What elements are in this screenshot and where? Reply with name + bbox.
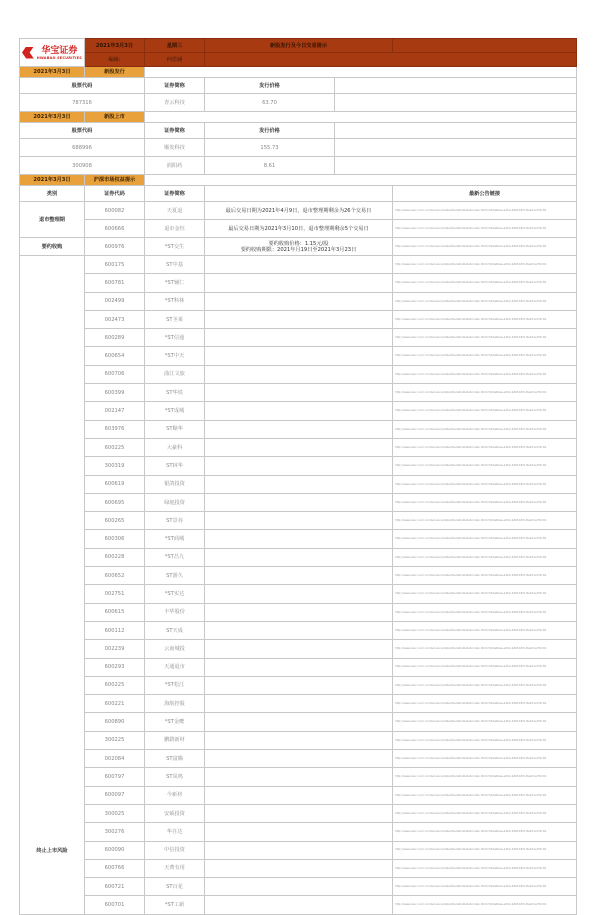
stock-name: 丰华股份 — [145, 603, 205, 621]
stock-name: *ST昌九 — [145, 548, 205, 566]
table-row — [20, 202, 577, 220]
issue-price: 8.61 — [205, 157, 335, 175]
announcement-link[interactable]: http://www.szsc.com.cn/disclosure/listed/bulletinDetail/index.html?d44a0baa-a3b4-4d6f-b5f1-8e2d1a7f4c91 — [393, 859, 577, 877]
announcement-link[interactable]: http://www.szsc.com.cn/disclosure/listed/bulletinDetail/index.html?d44a0baa-a3b4-4d6f-b5f1-8e2d1a7f4c91 — [393, 274, 577, 292]
announcement-link[interactable]: http://www.szsc.com.cn/disclosure/listed/bulletinDetail/index.html?d44a0baa-a3b4-4d6f-b5f1-8e2d1a7f4c91 — [393, 457, 577, 475]
stock-code: 600666 — [85, 220, 145, 238]
stock-name: *ST松江 — [145, 676, 205, 694]
table-row — [20, 256, 577, 274]
table-row — [20, 841, 577, 859]
stock-code: 600701 — [85, 896, 145, 914]
announcement-link[interactable]: http://www.szsc.com.cn/disclosure/listed/bulletinDetail/index.html?d44a0baa-a3b4-4d6f-b5f1-8e2d1a7f4c91 — [393, 365, 577, 383]
announcement-link[interactable]: http://www.szsc.com.cn/disclosure/listed/bulletinDetail/index.html?d44a0baa-a3b4-4d6f-b5f1-8e2d1a7f4c91 — [393, 493, 577, 511]
table-row — [20, 220, 577, 238]
stock-name: *ST成城 — [145, 402, 205, 420]
table-row — [20, 347, 577, 365]
stock-code: 600890 — [85, 713, 145, 731]
table-row — [20, 896, 577, 914]
stock-name: *ST金鹰 — [145, 713, 205, 731]
table-row — [20, 603, 577, 621]
stock-code: 600652 — [85, 567, 145, 585]
stock-name: 润阳药 — [145, 157, 205, 175]
brand-mark-icon — [22, 47, 34, 59]
col-header: 股票代码 — [20, 123, 145, 139]
table-row — [20, 621, 577, 639]
announcement-link[interactable]: http://www.szsc.com.cn/disclosure/listed/bulletinDetail/index.html?d44a0baa-a3b4-4d6f-b5f1-8e2d1a7f4c91 — [393, 202, 577, 220]
stock-code: 600265 — [85, 512, 145, 530]
logo-cell — [20, 39, 85, 67]
announcement-link[interactable]: http://www.szsc.com.cn/disclosure/listed/bulletinDetail/index.html?d44a0baa-a3b4-4d6f-b5f1-8e2d1a7f4c91 — [393, 310, 577, 328]
stock-code: 600175 — [85, 256, 145, 274]
table-row — [20, 731, 577, 749]
stock-name: *ST交生 — [145, 238, 205, 256]
stock-code: 600090 — [85, 841, 145, 859]
table-row — [20, 585, 577, 603]
brand-name-en: HWABAO SECURITIES — [36, 55, 82, 60]
stock-name: 顺发科技 — [145, 139, 205, 157]
stock-name: 曲江文旅 — [145, 365, 205, 383]
stock-code: 600097 — [85, 786, 145, 804]
stock-name: 海航控股 — [145, 695, 205, 713]
table-row — [20, 548, 577, 566]
announcement-link[interactable]: http://www.szsc.com.cn/disclosure/listed/bulletinDetail/index.html?d44a0baa-a3b4-4d6f-b5f1-8e2d1a7f4c91 — [393, 878, 577, 896]
stock-code: 600654 — [85, 347, 145, 365]
main-table — [19, 38, 577, 915]
stock-code: 600766 — [85, 859, 145, 877]
table-row — [20, 329, 577, 347]
table-row — [20, 786, 577, 804]
stock-code: 300908 — [20, 157, 145, 175]
announcement-link[interactable]: http://www.szsc.com.cn/disclosure/listed/bulletinDetail/index.html?d44a0baa-a3b4-4d6f-b5f1-8e2d1a7f4c91 — [393, 823, 577, 841]
stock-code: 002499 — [85, 292, 145, 310]
table-row — [20, 859, 577, 877]
stock-code: 600721 — [85, 878, 145, 896]
ipo-issue-header — [20, 78, 577, 94]
table-row — [20, 658, 577, 676]
table-row — [20, 695, 577, 713]
stock-code: 002147 — [85, 402, 145, 420]
stock-code: 600289 — [85, 329, 145, 347]
table-row — [20, 804, 577, 822]
table-row — [20, 530, 577, 548]
stock-code: 002473 — [85, 310, 145, 328]
stock-name: *ST辅仁 — [145, 274, 205, 292]
brand-name: 华宝证券 — [41, 45, 78, 56]
issue-price: 155.73 — [205, 139, 335, 157]
announcement-link[interactable]: http://www.szsc.com.cn/disclosure/listed/bulletinDetail/index.html?d44a0baa-a3b4-4d6f-b5f1-8e2d1a7f4c91 — [393, 548, 577, 566]
col-header — [205, 186, 393, 202]
stock-name: 退市金钰 — [145, 220, 205, 238]
stock-code: 300225 — [85, 731, 145, 749]
header-date: 2021年3月3日 — [85, 39, 145, 53]
stock-code: 600221 — [85, 695, 145, 713]
announcement-link[interactable]: http://www.szsc.com.cn/disclosure/listed/bulletinDetail/index.html?d44a0baa-a3b4-4d6f-b5f1-8e2d1a7f4c91 — [393, 220, 577, 238]
section-label: 新股发行 — [85, 67, 145, 78]
stock-name: 云南城投 — [145, 640, 205, 658]
table-row — [20, 768, 577, 786]
page — [19, 0, 576, 915]
table-row — [20, 384, 577, 402]
section-date: 2021年3月3日 — [20, 67, 85, 78]
announcement-link[interactable]: http://www.szsc.com.cn/disclosure/listed/bulletinDetail/index.html?d44a0baa-a3b4-4d6f-b5f1-8e2d1a7f4c91 — [393, 238, 577, 256]
table-row — [20, 567, 577, 585]
tender-period: 要约收购期限：2021年月19日至2021年3月23日 — [240, 246, 357, 253]
col-header: 最新公告链接 — [393, 186, 577, 202]
table-row — [20, 676, 577, 694]
col-header: 证券简称 — [145, 78, 205, 94]
announcement-link[interactable]: http://www.szsc.com.cn/disclosure/listed/bulletinDetail/index.html?d44a0baa-a3b4-4d6f-b5f1-8e2d1a7f4c91 — [393, 695, 577, 713]
ipo-listing-header — [20, 123, 577, 139]
announcement-link[interactable]: http://www.szsc.com.cn/disclosure/listed/bulletinDetail/index.html?d44a0baa-a3b4-4d6f-b5f1-8e2d1a7f4c91 — [393, 804, 577, 822]
risk-rows — [20, 256, 577, 915]
stock-name: 天费有用 — [145, 859, 205, 877]
stock-code: 600976 — [85, 238, 145, 256]
category-delist: 退市整理期 — [20, 202, 85, 238]
announcement-link[interactable]: http://www.szsc.com.cn/disclosure/listed/bulletinDetail/index.html?d44a0baa-a3b4-4d6f-b5f1-8e2d1a7f4c91 — [393, 475, 577, 493]
announcement-link[interactable]: http://www.szsc.com.cn/disclosure/listed/bulletinDetail/index.html?d44a0baa-a3b4-4d6f-b5f1-8e2d1a7f4c91 — [393, 329, 577, 347]
stock-name: 安硕投资 — [145, 804, 205, 822]
table-row — [20, 157, 577, 175]
stock-name: 鹏鹞新材 — [145, 731, 205, 749]
header-editor-label: 编辑: — [85, 53, 145, 67]
table-row — [20, 420, 577, 438]
announcement-link[interactable]: http://www.szsc.com.cn/disclosure/listed/bulletinDetail/index.html?d44a0baa-a3b4-4d6f-b5f1-8e2d1a7f4c91 — [393, 731, 577, 749]
stock-name: 华自达 — [145, 823, 205, 841]
col-header: 类别 — [20, 186, 85, 202]
announcement-link[interactable]: http://www.szsc.com.cn/disclosure/listed/bulletinDetail/index.html?d44a0baa-a3b4-4d6f-b5f1-8e2d1a7f4c91 — [393, 384, 577, 402]
stock-name: ST百花 — [145, 878, 205, 896]
stock-name: *ST实达 — [145, 585, 205, 603]
table-row — [20, 713, 577, 731]
stock-code: 600399 — [85, 384, 145, 402]
section-date: 2021年3月3日 — [20, 112, 85, 123]
stock-code: 600615 — [85, 603, 145, 621]
table-row — [20, 274, 577, 292]
notices-header — [20, 186, 577, 202]
stock-code: 002084 — [85, 750, 145, 768]
stock-name: *ST信通 — [145, 329, 205, 347]
notice-text: 最后交易日期为2021年3月10日，退市整理期剩余5个交易日 — [205, 220, 393, 238]
table-row — [20, 493, 577, 511]
table-row — [20, 139, 577, 157]
notice-text — [205, 238, 393, 256]
stock-name: ST林华 — [145, 457, 205, 475]
stock-code: 600225 — [85, 676, 145, 694]
announcement-link[interactable]: http://www.szsc.com.cn/disclosure/listed/bulletinDetail/index.html?d44a0baa-a3b4-4d6f-b5f1-8e2d1a7f4c91 — [393, 768, 577, 786]
announcement-link[interactable]: http://www.szsc.com.cn/disclosure/listed/bulletinDetail/index.html?d44a0baa-a3b4-4d6f-b5f1-8e2d1a7f4c91 — [393, 567, 577, 585]
section-label: 沪深市场权益提示 — [85, 175, 145, 186]
announcement-link[interactable]: http://www.szsc.com.cn/disclosure/listed/bulletinDetail/index.html?d44a0baa-a3b4-4d6f-b5f1-8e2d1a7f4c91 — [393, 750, 577, 768]
stock-code: 002239 — [85, 640, 145, 658]
stock-name: ST凤鸣 — [145, 768, 205, 786]
announcement-link[interactable]: http://www.szsc.com.cn/disclosure/listed/bulletinDetail/index.html?d44a0baa-a3b4-4d6f-b5f1-8e2d1a7f4c91 — [393, 420, 577, 438]
announcement-link[interactable]: http://www.szsc.com.cn/disclosure/listed/bulletinDetail/index.html?d44a0baa-a3b4-4d6f-b5f1-8e2d1a7f4c91 — [393, 256, 577, 274]
col-header: 股票代码 — [20, 78, 145, 94]
stock-name: 中信投资 — [145, 841, 205, 859]
announcement-link[interactable]: http://www.szsc.com.cn/disclosure/listed/bulletinDetail/index.html?d44a0baa-a3b4-4d6f-b5f1-8e2d1a7f4c91 — [393, 402, 577, 420]
table-row — [20, 94, 577, 112]
table-row — [20, 475, 577, 493]
col-header: 证券简称 — [145, 186, 205, 202]
table-row — [20, 238, 577, 256]
table-row — [20, 750, 577, 768]
header-editor-name: 何思涵 — [145, 53, 205, 67]
category-risk: 终止上市风险 — [20, 256, 85, 915]
stock-code: 002751 — [85, 585, 145, 603]
table-row — [20, 365, 577, 383]
stock-name: ST华铁 — [145, 384, 205, 402]
stock-code: 600293 — [85, 658, 145, 676]
announcement-link[interactable]: http://www.szsc.com.cn/disclosure/listed/bulletinDetail/index.html?d44a0baa-a3b4-4d6f-b5f1-8e2d1a7f4c91 — [393, 786, 577, 804]
col-header: 证券简称 — [145, 123, 205, 139]
stock-name: *ST中天 — [145, 347, 205, 365]
stock-name: *ST科林 — [145, 292, 205, 310]
stock-name: 青云科技 — [145, 94, 205, 112]
stock-name: ST景谷 — [145, 512, 205, 530]
announcement-link[interactable]: http://www.szsc.com.cn/disclosure/listed/bulletinDetail/index.html?d44a0baa-a3b4-4d6f-b5f1-8e2d1a7f4c91 — [393, 621, 577, 639]
section-label: 新股上市 — [85, 112, 145, 123]
stock-code: 300319 — [85, 457, 145, 475]
table-row — [20, 823, 577, 841]
stock-code: 300276 — [85, 823, 145, 841]
stock-name: ST中基 — [145, 256, 205, 274]
header-weekday: 星期三 — [145, 39, 205, 53]
col-header: 发行价格 — [205, 123, 335, 139]
issue-price: 63.70 — [205, 94, 335, 112]
stock-code: 600112 — [85, 621, 145, 639]
announcement-link[interactable]: http://www.szsc.com.cn/disclosure/listed/bulletinDetail/index.html?d44a0baa-a3b4-4d6f-b5f1-8e2d1a7f4c91 — [393, 896, 577, 914]
announcement-link[interactable]: http://www.szsc.com.cn/disclosure/listed/bulletinDetail/index.html?d44a0baa-a3b4-4d6f-b5f1-8e2d1a7f4c91 — [393, 676, 577, 694]
announcement-link[interactable]: http://www.szsc.com.cn/disclosure/listed/bulletinDetail/index.html?d44a0baa-a3b4-4d6f-b5f1-8e2d1a7f4c91 — [393, 512, 577, 530]
announcement-link[interactable]: http://www.szsc.com.cn/disclosure/listed/bulletinDetail/index.html?d44a0baa-a3b4-4d6f-b5f1-8e2d1a7f4c91 — [393, 658, 577, 676]
col-header: 证券代码 — [85, 186, 145, 202]
stock-code: 600695 — [85, 493, 145, 511]
page-title: 新股发行及今日交易提示 — [205, 39, 393, 53]
announcement-link[interactable]: http://www.szsc.com.cn/disclosure/listed/bulletinDetail/index.html?d44a0baa-a3b4-4d6f-b5f1-8e2d1a7f4c91 — [393, 640, 577, 658]
stock-code: 603976 — [85, 420, 145, 438]
stock-name: ST顺华 — [145, 420, 205, 438]
announcement-link[interactable]: http://www.szsc.com.cn/disclosure/listed/bulletinDetail/index.html?d44a0baa-a3b4-4d6f-b5f1-8e2d1a7f4c91 — [393, 292, 577, 310]
tender-price: 要约收购价格：1.15元/股 — [268, 240, 329, 247]
table-row — [20, 878, 577, 896]
announcement-link[interactable]: http://www.szsc.com.cn/disclosure/listed/bulletinDetail/index.html?d44a0baa-a3b4-4d6f-b5f1-8e2d1a7f4c91 — [393, 585, 577, 603]
stock-code: 600225 — [85, 438, 145, 456]
category-tender: 要约收购 — [20, 238, 85, 256]
table-row — [20, 512, 577, 530]
stock-name: 银鸽投资 — [145, 475, 205, 493]
stock-name: 天通退市 — [145, 658, 205, 676]
stock-code: 600797 — [85, 768, 145, 786]
stock-code: 787316 — [20, 94, 145, 112]
stock-code: 600619 — [85, 475, 145, 493]
section-date: 2021年3月3日 — [20, 175, 85, 186]
logo — [22, 41, 82, 65]
table-row — [20, 457, 577, 475]
col-header: 发行价格 — [205, 78, 335, 94]
stock-name: 绿庭投资 — [145, 493, 205, 511]
announcement-link[interactable]: http://www.szsc.com.cn/disclosure/listed/bulletinDetail/index.html?d44a0baa-a3b4-4d6f-b5f1-8e2d1a7f4c91 — [393, 530, 577, 548]
stock-name: *ST工新 — [145, 896, 205, 914]
stock-code: 600781 — [85, 274, 145, 292]
stock-name: ST天成 — [145, 621, 205, 639]
stock-code: 300025 — [85, 804, 145, 822]
stock-name: *ST商城 — [145, 530, 205, 548]
announcement-link[interactable]: http://www.szsc.com.cn/disclosure/listed/bulletinDetail/index.html?d44a0baa-a3b4-4d6f-b5f1-8e2d1a7f4c91 — [393, 841, 577, 859]
table-row — [20, 292, 577, 310]
stock-name: 今新材 — [145, 786, 205, 804]
announcement-link[interactable]: http://www.szsc.com.cn/disclosure/listed/bulletinDetail/index.html?d44a0baa-a3b4-4d6f-b5f1-8e2d1a7f4c91 — [393, 347, 577, 365]
announcement-link[interactable]: http://www.szsc.com.cn/disclosure/listed/bulletinDetail/index.html?d44a0baa-a3b4-4d6f-b5f1-8e2d1a7f4c91 — [393, 603, 577, 621]
section-notices — [20, 175, 577, 186]
notice-text: 最后交易日期为2021年4月9日，退市整理期剩余为26个交易日 — [205, 202, 393, 220]
table-row — [20, 310, 577, 328]
announcement-link[interactable]: http://www.szsc.com.cn/disclosure/listed/bulletinDetail/index.html?d44a0baa-a3b4-4d6f-b5f1-8e2d1a7f4c91 — [393, 438, 577, 456]
header-row-2 — [20, 53, 577, 67]
stock-code: 600082 — [85, 202, 145, 220]
header-row-1 — [20, 39, 577, 53]
stock-name: 天夏退 — [145, 202, 205, 220]
stock-name: ST圣莱 — [145, 310, 205, 328]
stock-code: 688996 — [20, 139, 145, 157]
table-row — [20, 438, 577, 456]
stock-name: 大豪科 — [145, 438, 205, 456]
stock-code: 600306 — [85, 530, 145, 548]
stock-name: ST游久 — [145, 567, 205, 585]
section-ipo-listing — [20, 112, 577, 123]
stock-code: 600706 — [85, 365, 145, 383]
stock-code: 600228 — [85, 548, 145, 566]
table-row — [20, 640, 577, 658]
table-row — [20, 402, 577, 420]
stock-name: ST富腾 — [145, 750, 205, 768]
announcement-link[interactable]: http://www.szsc.com.cn/disclosure/listed/bulletinDetail/index.html?d44a0baa-a3b4-4d6f-b5f1-8e2d1a7f4c91 — [393, 713, 577, 731]
section-ipo-issue — [20, 67, 577, 78]
